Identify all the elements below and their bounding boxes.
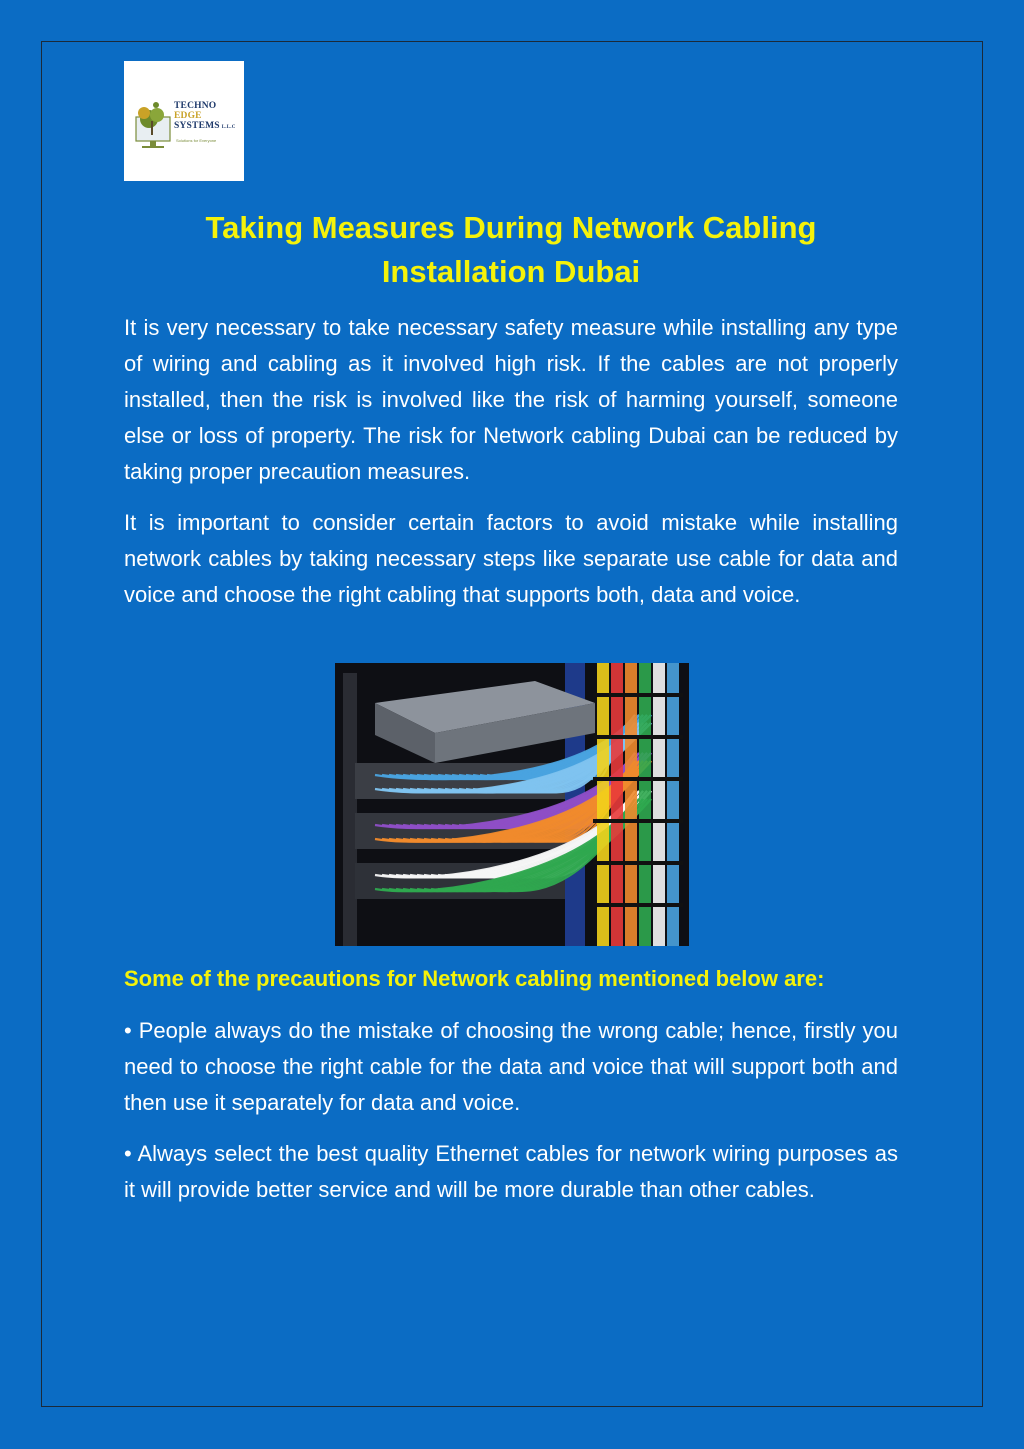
paragraph-factors: It is important to consider certain factors to avoid mistake while installing network cables by taking necessary steps like separate use cable for data and voice and choose the right cabling that supports both, data and voice. bbox=[124, 510, 898, 607]
logo-llc: L.L.C bbox=[221, 125, 236, 130]
page-title: Taking Measures During Network Cabling Installation Dubai bbox=[205, 210, 817, 289]
logo-line-2: EDGE bbox=[174, 111, 202, 121]
network-cabling-photo bbox=[335, 663, 689, 946]
rack-post-left bbox=[343, 673, 357, 946]
bullet-item-right-cable: • People always do the mistake of choosing the wrong cable; hence, firstly you need to choose the right cable for the data and voice that will support both and then use it separately for data and voice. bbox=[124, 1018, 898, 1115]
bullet-item-quality-cables: • Always select the best quality Ethernet cables for network wiring purposes as it will provide better service and will be more durable than other cables. bbox=[124, 1141, 898, 1202]
cable-rack-illustration bbox=[335, 663, 689, 946]
paragraph-intro: It is very necessary to take necessary safety measure while installing any type of wiring and cabling as it involved high risk. If the cables are not properly installed, then the risk is involved like the risk of harming yourself, someone else or loss of property. The risk for Network cabling Dubai can be reduced by taking proper precaution measures. bbox=[124, 315, 898, 484]
logo-wordmark bbox=[174, 101, 236, 133]
cable-tie bbox=[593, 819, 683, 823]
logo-line-3: SYSTEMS bbox=[174, 121, 220, 131]
cable-tie bbox=[593, 693, 683, 697]
cable-tie bbox=[593, 861, 683, 865]
cable-tie bbox=[593, 903, 683, 907]
cable-tie bbox=[593, 735, 683, 739]
logo-line-1: TECHNO bbox=[174, 101, 217, 111]
company-logo bbox=[124, 61, 244, 181]
precautions-heading: Some of the precautions for Network cabling mentioned below are: bbox=[124, 966, 825, 991]
logo-tagline: Solutions for Everyone bbox=[176, 138, 217, 143]
cable-tie bbox=[593, 777, 683, 781]
